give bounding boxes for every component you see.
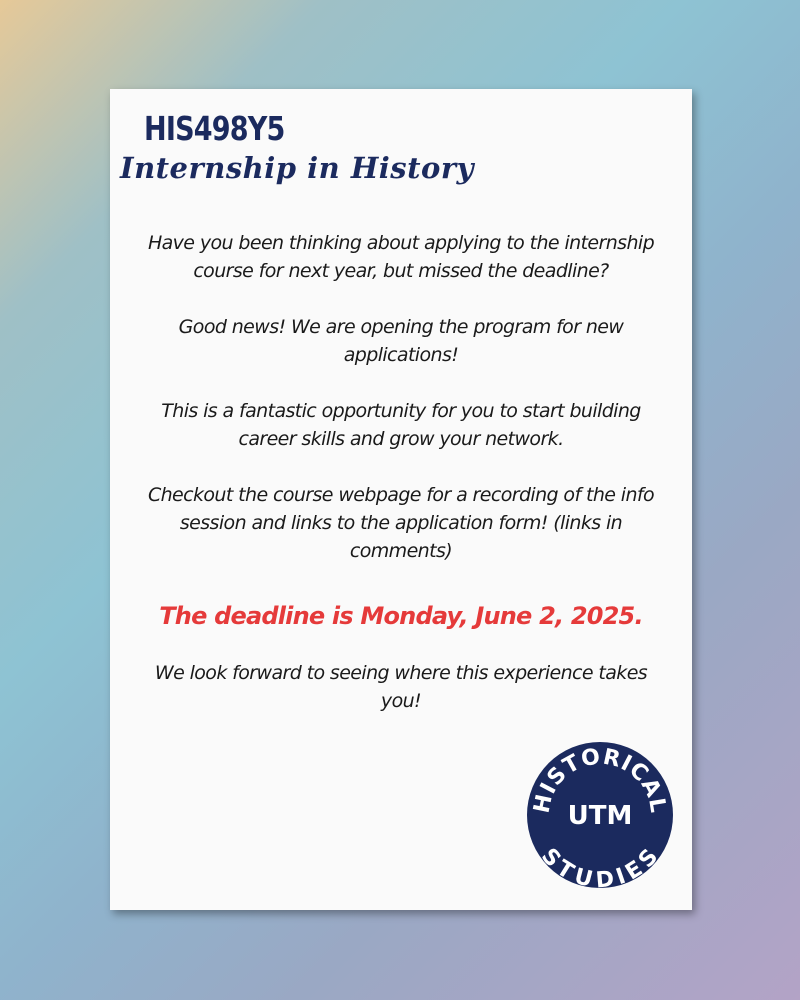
seal-center-text: UTM	[567, 801, 633, 831]
seal-top-text: HISTORICAL	[529, 744, 671, 816]
historical-studies-seal-logo	[525, 740, 675, 890]
closing-paragraph: We look forward to seeing where this experience takes you!	[154, 662, 648, 712]
course-code: HIS498Y5	[144, 109, 285, 148]
deadline-text: The deadline is Monday, June 2, 2025.	[159, 602, 643, 630]
opportunity-paragraph: This is a fantastic opportunity for you to start building career skills and grow your network.	[161, 400, 641, 450]
poster-body	[140, 229, 662, 743]
poster-card	[110, 89, 692, 910]
seal-bottom-text: STUDIES	[535, 843, 665, 890]
intro-paragraph: Have you been thinking about applying to the internship course for next year, but missed the deadline?	[147, 232, 655, 282]
webpage-paragraph: Checkout the course webpage for a recording of the info session and links to the application form! (links in comments)	[147, 484, 655, 562]
course-title: Internship in History	[120, 151, 474, 185]
good-news-paragraph: Good news! We are opening the program for new applications!	[178, 316, 624, 366]
